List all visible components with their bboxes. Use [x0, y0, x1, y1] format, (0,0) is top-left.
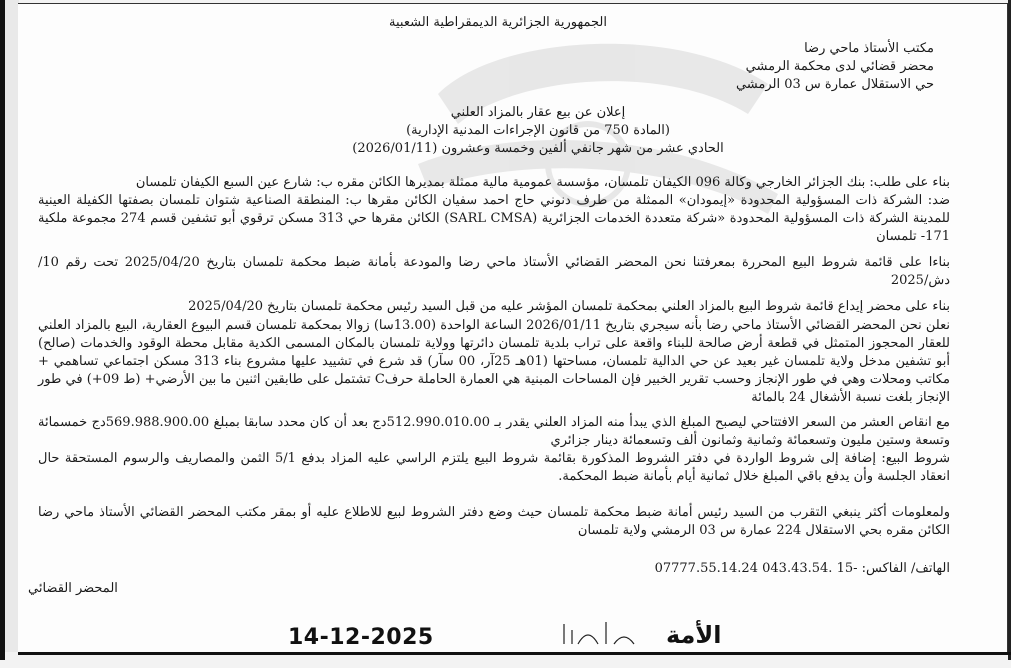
signature-bailiff: المحضر القضائي — [28, 581, 118, 596]
paragraph-auction-details: نعلن نحن المحضر القضائي الأستاذ ماحي رضا بأنه سيجري بتاريخ 2026/01/11 الساعة الواحدة (13.00سا) زوالا بمحكمة تلمسان قسم البيوع العقارية، البيع بالمزاد العلني للعقار المحجوز المتمثل في قطعة أرض صالحة للبناء واقعة على تراب بلدية تلمسان دائرتها وولاية تلمسان بالمكان المسمى الكدية مقابل محطة الوقود والخدمات (صالح) أبو تشفين مدخل ولاية تلمسان غير بعيد عن حي الدالية تلمسان، مساحتها (01هـ 25آر، 00 سآر) قد شرع في تشييد عليها مشروع بناء 313 مسكن اجتماعي تساهمي + مكاتب ومحلات وهي في طور الإنجاز وحسب تقرير الخبير فإن المساحات المبنية هي العمارة الحاملة حرفC تشتمل على طابقين اثنين ما بين الأرضي+ (ط 09+) في طور الإنجاز بلغت نسبة الأشغال 24 بالمائة — [38, 318, 951, 405]
bailiff-court: محضر قضائي لدى محكمة الرمشي — [745, 59, 934, 74]
newspaper-name: الأمة — [666, 621, 722, 649]
paragraph-conditions-list: بناءا على قائمة شروط البيع المحررة بمعرفتنا نحن المحضر القضائي الأستاذ ماحي رضا والمودعة بأمانة ضبط محكمة تلمسان بتاريخ 2025/04/20 تحت رقم 10/ دش/2025 — [38, 255, 950, 288]
newspaper-logo — [558, 616, 722, 650]
contact-phone-fax: الهاتف/ الفاكس: -15 .043.43.54 07777.55.14.24 — [654, 561, 950, 576]
bottom-frame-line — [18, 652, 1011, 655]
paragraph-plaintiff: بناء على طلب: بنك الجزائر الخارجي وكالة 096 الكيفان تلمسان، مؤسسة عمومية مالية ممثلة بمديرها الكائن مقره ب: شارع عين السبع الكيفان تلمسان — [135, 175, 950, 190]
paragraph-price: مع انقاص العشر من السعر الافتتاحي ليصبح المبلغ الذي يبدأ منه المزاد العلني يقدر بـ 512.990.010.00دج بعد أن كان محدد سابقا بمبلغ 569.988.900.00دج خمسمائة وتسعة وستين مليون وتسعمائة وثمانية وثمانون ألف وتسعمائة دينار جزائري — [38, 415, 950, 448]
publication-date: 14-12-2025 — [288, 625, 434, 650]
bailiff-office: مكتب الأستاذ ماحي رضا — [804, 41, 934, 56]
left-margin-strip — [5, 0, 19, 652]
paragraph-sale-terms: شروط البيع: إضافة إلى شروط الواردة في دفتر الشروط المذكورة بقائمة شروط البيع يلتزم الراسي عليه المزاد بدفع 5/1 الثمن والمصاريف والرسوم المستحقة حال انعقاد الجلسة وأن يدفع باقي المبلغ خلال ثمانية أيام بأمانة ضبط المحكمة. — [38, 451, 950, 484]
legal-notice-document — [18, 3, 1008, 655]
paragraph-deposit-record: بناء على محضر إيداع قائمة شروط البيع بالمزاد العلني بمحكمة تلمسان المؤشر عليه من قبل السيد رئيس محكمة تلمسان بتاريخ 2025/04/20 — [188, 299, 950, 314]
notice-legal-article: (المادة 750 من قانون الإجراءات المدنية الإدارية) — [406, 123, 670, 138]
notice-title: إعلان عن بيع عقار بالمزاد العلني — [450, 105, 626, 120]
paragraph-defendant: ضد: الشركة ذات المسؤولية المحدودة «إيمودان» الممثلة من طرف دنوني حاج احمد سفيان الكائن مقرها ب: المنطقة الصناعية شتوان تلمسان بصفتها الكفيلة العينية للمدينة الشركة ذات المسؤولية المحدودة «شركة متعددة الخدمات الجزائرية (SARL CMSA) الكائن مقرها حي 313 مسكن ترقوي أبو تشفين قسم 274 مجموعة ملكية 171- تلمسان — [38, 193, 951, 244]
newspaper-logo-icon — [558, 616, 722, 650]
paragraph-more-info: ولمعلومات أكثر ينبغي التقرب من السيد رئيس أمانة ضبط محكمة تلمسان حيث وضع دفتر الشروط لبيع للاطلاع عليه أو بمقر مكتب المحضر القضائي الأستاذ ماحي رضا الكائن مقره بحي الاستقلال 224 عمارة س 03 الرمشي ولاية تلمسان — [38, 505, 950, 538]
republic-heading: الجمهورية الجزائرية الديمقراطية الشعبية — [389, 15, 607, 30]
bailiff-address: حي الاستقلال عمارة س 03 الرمشي — [735, 77, 934, 92]
notice-date: الحادي عشر من شهر جانفي ألفين وخمسة وعشرون (2026/01/11) — [352, 141, 724, 156]
